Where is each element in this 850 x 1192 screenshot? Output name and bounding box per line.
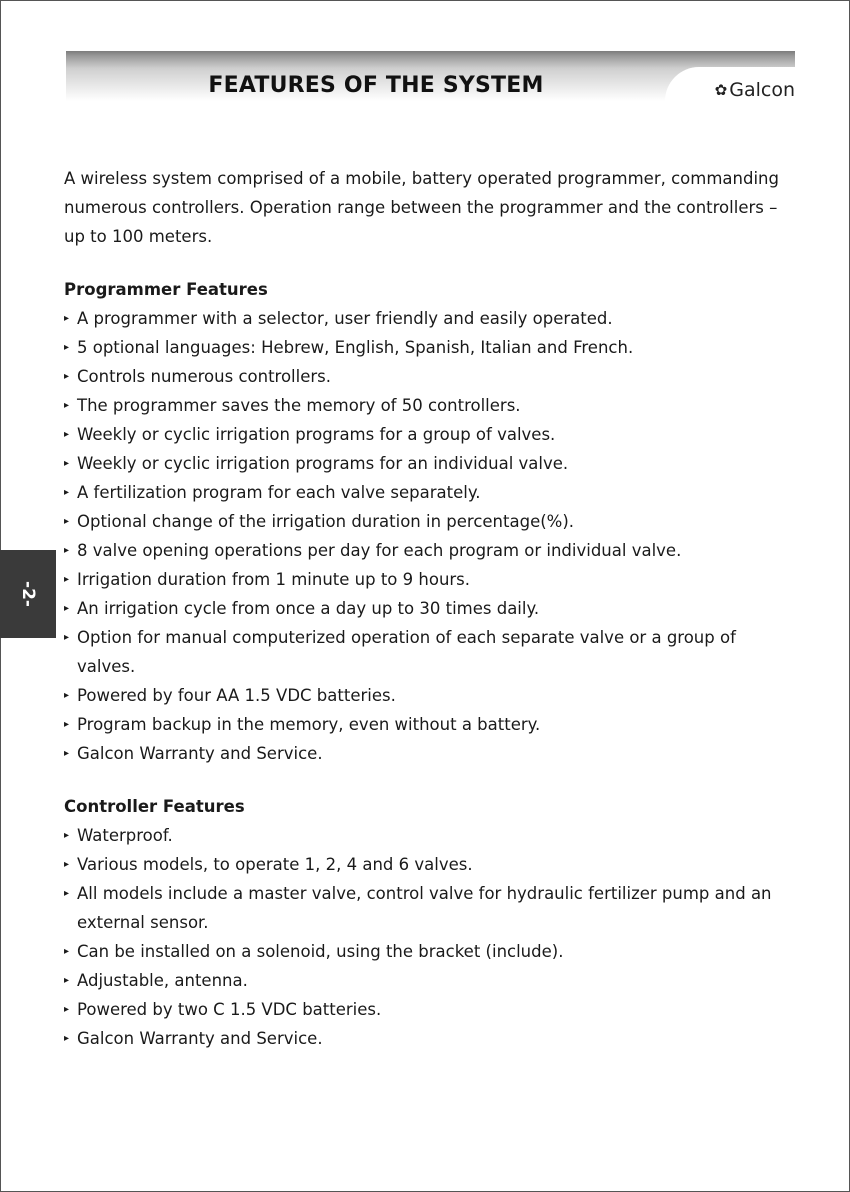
page-number-tab — [0, 550, 56, 638]
feature-item — [64, 879, 798, 937]
feature-text: All models include a master valve, control valve for hydraulic fertilizer pump and an external sensor. — [77, 884, 772, 932]
bullet-icon: ▸ — [64, 1033, 70, 1044]
feature-text: Option for manual computerized operation of each separate valve or a group of valves. — [77, 628, 736, 676]
brand-name: Galcon — [729, 79, 795, 101]
bullet-icon: ▸ — [64, 574, 70, 585]
feature-item — [64, 449, 798, 478]
bullet-icon: ▸ — [64, 487, 70, 498]
feature-item — [64, 594, 798, 623]
bullet-icon: ▸ — [64, 719, 70, 730]
bullet-icon: ▸ — [64, 429, 70, 440]
feature-item — [64, 623, 798, 681]
feature-text: 5 optional languages: Hebrew, English, Spanish, Italian and French. — [77, 338, 634, 357]
bullet-icon: ▸ — [64, 946, 70, 957]
bullet-icon: ▸ — [64, 458, 70, 469]
bullet-icon: ▸ — [64, 690, 70, 701]
bullet-icon: ▸ — [64, 313, 70, 324]
feature-item — [64, 1024, 798, 1053]
page-number: -2- — [18, 581, 38, 607]
header-bar — [66, 51, 795, 101]
feature-text: Weekly or cyclic irrigation programs for a group of valves. — [77, 425, 556, 444]
feature-text: An irrigation cycle from once a day up to 30 times daily. — [77, 599, 540, 618]
bullet-icon: ▸ — [64, 975, 70, 986]
brand-logo — [715, 79, 795, 101]
bullet-icon: ▸ — [64, 342, 70, 353]
programmer-features-heading: Programmer Features — [64, 280, 268, 299]
feature-item — [64, 362, 798, 391]
feature-text: 8 valve opening operations per day for each program or individual valve. — [77, 541, 682, 560]
page-title: FEATURES OF THE SYSTEM — [208, 73, 544, 98]
bullet-icon: ▸ — [64, 545, 70, 556]
bullet-icon: ▸ — [64, 748, 70, 759]
bullet-icon: ▸ — [64, 632, 70, 643]
bullet-icon: ▸ — [64, 371, 70, 382]
feature-item — [64, 821, 798, 850]
feature-item — [64, 507, 798, 536]
feature-item — [64, 565, 798, 594]
feature-text: Powered by two C 1.5 VDC batteries. — [77, 1000, 382, 1019]
controller-features-list — [64, 821, 798, 1053]
bullet-icon: ▸ — [64, 400, 70, 411]
feature-text: Powered by four AA 1.5 VDC batteries. — [77, 686, 396, 705]
feature-item — [64, 681, 798, 710]
feature-text: Galcon Warranty and Service. — [77, 744, 323, 763]
feature-text: A fertilization program for each valve separately. — [77, 483, 481, 502]
controller-features-heading: Controller Features — [64, 797, 245, 816]
feature-text: Galcon Warranty and Service. — [77, 1029, 323, 1048]
feature-text: Irrigation duration from 1 minute up to 9 hours. — [77, 570, 471, 589]
bullet-icon: ▸ — [64, 603, 70, 614]
feature-item — [64, 536, 798, 565]
feature-item — [64, 850, 798, 879]
feature-text: Adjustable, antenna. — [77, 971, 248, 990]
feature-text: Weekly or cyclic irrigation programs for an individual valve. — [77, 454, 569, 473]
feature-item — [64, 937, 798, 966]
bullet-icon: ▸ — [64, 516, 70, 527]
bullet-icon: ▸ — [64, 859, 70, 870]
bullet-icon: ▸ — [64, 830, 70, 841]
feature-item — [64, 420, 798, 449]
feature-text: Optional change of the irrigation duration in percentage(%). — [77, 512, 575, 531]
galcon-logo-icon: ✿ — [714, 81, 728, 99]
feature-item — [64, 966, 798, 995]
feature-text: A programmer with a selector, user friendly and easily operated. — [77, 309, 613, 328]
programmer-features-list — [64, 304, 798, 768]
feature-item — [64, 995, 798, 1024]
feature-text: Waterproof. — [77, 826, 173, 845]
feature-item — [64, 391, 798, 420]
feature-text: Program backup in the memory, even without a battery. — [77, 715, 541, 734]
feature-text: Can be installed on a solenoid, using the bracket (include). — [77, 942, 564, 961]
feature-item — [64, 304, 798, 333]
feature-text: Controls numerous controllers. — [77, 367, 331, 386]
feature-item — [64, 333, 798, 362]
feature-item — [64, 710, 798, 739]
feature-text: Various models, to operate 1, 2, 4 and 6 valves. — [77, 855, 473, 874]
intro-paragraph: A wireless system comprised of a mobile, battery operated programmer, commanding numerous controllers. Operation range between the programmer and the controllers – up to 100 meters. — [64, 169, 779, 246]
feature-item — [64, 478, 798, 507]
bullet-icon: ▸ — [64, 888, 70, 899]
feature-item — [64, 739, 798, 768]
feature-text: The programmer saves the memory of 50 controllers. — [77, 396, 521, 415]
bullet-icon: ▸ — [64, 1004, 70, 1015]
content — [64, 164, 798, 1077]
